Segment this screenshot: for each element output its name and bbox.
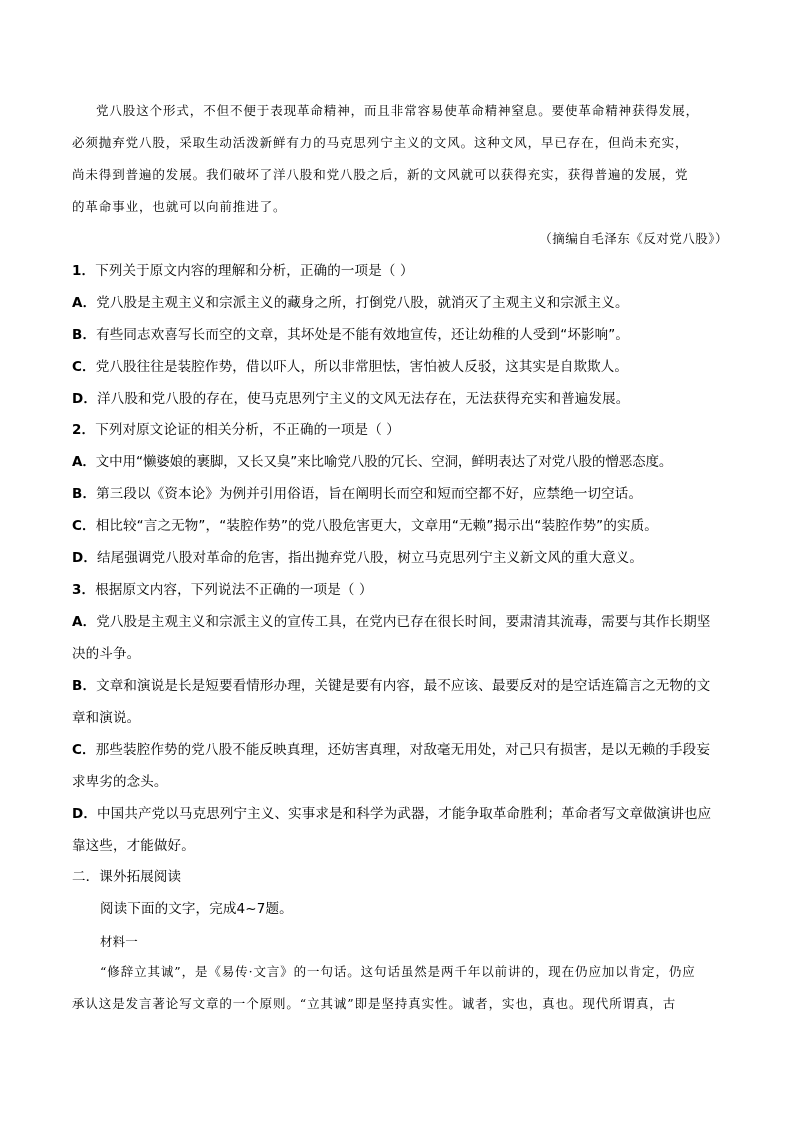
option-letter: C．: [72, 518, 96, 534]
material-line: “修辞立其诚”，是《易传·文言》的一句话。这句话虽然是两千年以前讲的，现在仍应加以肯定，仍应: [100, 964, 696, 979]
question-1-option-a: [72, 294, 629, 312]
question-2-option-c: [72, 517, 658, 535]
option-letter: D．: [72, 550, 98, 566]
question-1-option-b: [72, 326, 629, 344]
passage-line: 尚未得到普遍的发展。我们破坏了洋八股和党八股之后，新的文风就可以获得充实，获得普遍的发展，党: [72, 167, 689, 182]
option-letter: B．: [72, 327, 97, 343]
option-text: 党八股是主观主义和宗派主义的藏身之所，打倒党八股，就消灭了主观主义和宗派主义。: [96, 295, 629, 311]
option-text: 文中用“懒婆娘的裹脚，又长又臭”来比喻党八股的冗长、空洞，鲜明表达了对党八股的憎恶态度。: [95, 454, 673, 470]
option-letter: B．: [72, 678, 97, 694]
option-text: 有些同志欢喜写长而空的文章，其坏处是不能有效地宣传，还让幼稚的人受到“坏影响”。: [96, 327, 630, 343]
option-continuation: 章和演说。: [72, 710, 141, 726]
option-text: 结尾强调党八股对革命的危害，指出抛弃党八股，树立马克思列宁主义新文风的重大意义。: [97, 550, 644, 566]
option-letter: D．: [72, 806, 98, 822]
option-continuation: 求卑劣的念头。: [72, 774, 168, 790]
option-letter: A．: [72, 454, 96, 470]
option-text: 党八股往往是装腔作势，借以吓人，所以非常胆怯，害怕被人反驳，这其实是自欺欺人。: [95, 359, 629, 375]
question-3-option-c: [72, 741, 710, 759]
option-letter: C．: [72, 359, 96, 375]
passage-line: 的革命事业，也就可以向前推进了。: [72, 199, 287, 214]
option-text: 那些装腔作势的党八股不能反映真理，还妨害真理，对敌毫无用处，对己只有损害，是以无赖的手段妄: [95, 742, 710, 758]
option-continuation: 靠这些，才能做好。: [72, 838, 195, 854]
reading-instruction: 阅读下面的文字，完成4~7题。: [100, 901, 293, 917]
material-title: 材料一: [100, 934, 138, 949]
material-line: 承认这是发言著论写文章的一个原则。“立其诚”即是坚持真实性。诚者，实也，真也。现代所谓真，古: [72, 996, 677, 1011]
question-2-stem: [72, 421, 400, 439]
option-letter: A．: [72, 614, 97, 630]
question-1-option-c: [72, 358, 628, 376]
question-number: 3．: [72, 582, 96, 598]
question-text: 下列关于原文内容的理解和分析，正确的一项是（ ）: [95, 263, 414, 279]
question-3-stem: [72, 581, 373, 599]
question-number: 1．: [72, 263, 96, 279]
option-text: 中国共产党以马克思列宁主义、实事求是和科学为武器，才能争取革命胜利；革命者写文章做演讲也应: [97, 806, 712, 822]
option-text: 洋八股和党八股的存在，使马克思列宁主义的文风无法存在，无法获得充实和普遍发展。: [97, 391, 630, 407]
option-text: 相比较“言之无物”，“装腔作势”的党八股危害更大，文章用“无赖”揭示出“装腔作势”的实质。: [95, 518, 658, 534]
question-3-option-b: [72, 677, 710, 695]
option-letter: B．: [72, 486, 97, 502]
question-text: 下列对原文论证的相关分析，不正确的一项是（ ）: [95, 422, 400, 438]
question-3-option-d: [72, 805, 711, 823]
question-3-option-a: [72, 613, 711, 631]
option-letter: D．: [72, 391, 98, 407]
question-2-option-b: [72, 485, 642, 503]
section-heading: 二．课外拓展阅读: [72, 869, 182, 885]
question-number: 2．: [72, 422, 96, 438]
option-letter: A．: [72, 295, 97, 311]
question-text: 根据原文内容，下列说法不正确的一项是（ ）: [95, 582, 373, 598]
passage-source: （摘编自毛泽东《反对党八股》）: [539, 231, 728, 246]
option-continuation: 决的斗争。: [72, 646, 141, 662]
option-letter: C．: [72, 742, 96, 758]
option-text: 第三段以《资本论》为例并引用俗语，旨在阐明长而空和短而空都不好，应禁绝一切空话。: [96, 486, 643, 502]
question-1-stem: [72, 262, 414, 280]
question-1-option-d: [72, 390, 629, 408]
passage-line: 党八股这个形式，不但不便于表现革命精神，而且非常容易使革命精神窒息。要使革命精神获得发展，: [96, 103, 700, 118]
option-text: 文章和演说是长是短要看情形办理，关键是要有内容，最不应该、最要反对的是空话连篇言之无物的文: [96, 678, 711, 694]
question-2-option-d: [72, 549, 643, 567]
option-text: 党八股是主观主义和宗派主义的宣传工具，在党内已存在很长时间，要肃清其流毒，需要与其作长期坚: [96, 614, 711, 630]
question-2-option-a: [72, 453, 672, 471]
passage-line: 必须抛弃党八股，采取生动活泼新鲜有力的马克思列宁主义的文风。这种文风，早已存在，但尚未充实，: [72, 135, 689, 150]
